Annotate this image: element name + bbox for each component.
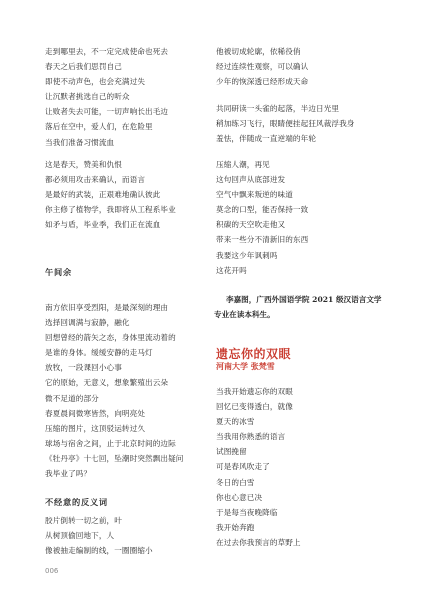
poem-line: 即使不动声色，也会充满过失	[45, 77, 146, 87]
poem-line: 在过去你我预言的草野上	[216, 537, 301, 547]
poem-line: 落后在空中，爱人们，在危险里	[45, 122, 153, 132]
poem-line: 你主修了植物学，我即将从工程系毕业	[45, 205, 176, 215]
poem-line: 《牡丹亭》十七回，坠潮时突然飘出疑问	[45, 453, 184, 463]
poem-line: 南方依旧享受烈阳，是最深刻的理由	[45, 303, 169, 312]
section-heading-wujian: 午间余	[45, 267, 72, 277]
poem-line: 你也心意已决	[216, 492, 263, 502]
poem-line: 我毕业了吗？	[45, 469, 92, 479]
poem-line: 压缩人潮，再见	[216, 160, 270, 169]
poem-line: 带来一些分不清新旧的东西	[216, 235, 309, 245]
poem-line: 这是春天，赞美和仇恨	[45, 160, 122, 169]
poem-stanza-3	[45, 300, 184, 481]
poem-stanza-1	[45, 44, 168, 150]
poem-line: 莫念的口型，能否保持一致	[216, 205, 309, 215]
poem-line: 夏天的冰雪	[216, 417, 255, 427]
poem-line: 他被切成轮廓，依稀役俏	[216, 47, 301, 56]
poem-line: 当我开始遗忘你的双眼	[216, 387, 293, 396]
poem-line: 微不足道的部分	[45, 393, 99, 403]
poem-line: 稍加练习飞行，眼睛便挂起狂风裁浮我身	[216, 119, 355, 129]
poem-line: 空气中飘来叛逆的味道	[216, 190, 293, 200]
poem-line: 试图挽留	[216, 447, 247, 457]
poem-line: 当我们准备习惯流血	[45, 137, 115, 147]
poem-line: 于是每当夜晚降临	[216, 507, 278, 517]
poem-line: 可是春风吹走了	[216, 462, 270, 472]
poem-line: 回忆已变得透白，就像	[216, 402, 293, 412]
poem-line: 是最好的武装，正艰难地确认彼此	[45, 190, 161, 200]
poem-stanza-r2	[216, 101, 355, 146]
poem-line: 从树顶偷回地下，人	[45, 531, 115, 541]
poem-line: 少年的恢深透已经形成天命	[216, 77, 309, 87]
poem-stanza-r1	[216, 44, 308, 89]
poem-line: 这花开吗	[216, 265, 247, 275]
poem-title: 遗忘你的双眼	[216, 347, 292, 361]
poem-line: 这句回声从底部迸发	[216, 175, 286, 185]
poem-line: 冬日的白雪	[216, 477, 255, 487]
poem-line: 如矛与盾，毕业季，我们正在流血	[45, 220, 161, 230]
poem-line: 让败者失去可能，一切声响长出毛边	[45, 107, 169, 117]
poem-line: 走到哪里去，不一定完成使命也死去	[45, 47, 169, 56]
poem-stanza-r4	[216, 384, 301, 550]
poem-stanza-2	[45, 157, 176, 232]
poem-line: 积碳的天空吹走他又	[216, 220, 286, 230]
poem-stanza-4	[45, 513, 153, 558]
poem-author: 河南大学 张梵雪	[216, 361, 275, 371]
poem-line: 胶片倒转一切之前，叶	[45, 516, 122, 525]
poem-line: 放牧，一段课回小心事	[45, 363, 122, 373]
poem-line: 都必须用攻击来确认，而语言	[45, 175, 146, 185]
poem-stanza-r3	[216, 157, 308, 278]
poem-line: 我要这少年讽刺吗	[216, 250, 278, 260]
poem-line: 春夏晨间微寒皆然，向明亮处	[45, 408, 146, 418]
poem-line: 回想曾经的箭矢之态，身体里流动着的	[45, 333, 176, 343]
poem-line: 压缩的图片，这顶驳运转过久	[45, 423, 146, 433]
poem-line: 羞怯，伴随成一直逆端的年轮	[216, 134, 317, 144]
poem-line: 像被抽走编制的线，一圈圈缩小	[45, 546, 153, 556]
author-bio: 李嘉图，广西外国语学院 2021 级汉语言文学专业在读本科生。	[214, 295, 382, 319]
poem-line: 我开始奔跑	[216, 522, 255, 532]
poem-line: 选择回调满与寂静，融化	[45, 318, 130, 328]
poem-line: 是谁的身体。缓缓安静的走马灯	[45, 348, 153, 358]
poem-line: 春天之后我们思罚自己	[45, 62, 122, 72]
section-heading-antonym: 不经意的反义词	[45, 497, 108, 507]
poem-line: 当我用你熟悉的语言	[216, 432, 286, 442]
poem-line: 共同研读一头雀的起落，半边日光里	[216, 104, 340, 113]
page-number: 006	[45, 567, 59, 575]
poem-line: 经过连续性观察，可以确认	[216, 62, 309, 72]
poem-line: 球场与宿舍之间，止于北京时间的边际	[45, 438, 176, 448]
poem-line: 让沉默者挑选自己的听众	[45, 92, 130, 102]
poem-line: 它的原始，无意义，想象繁殖出云朵	[45, 378, 169, 388]
